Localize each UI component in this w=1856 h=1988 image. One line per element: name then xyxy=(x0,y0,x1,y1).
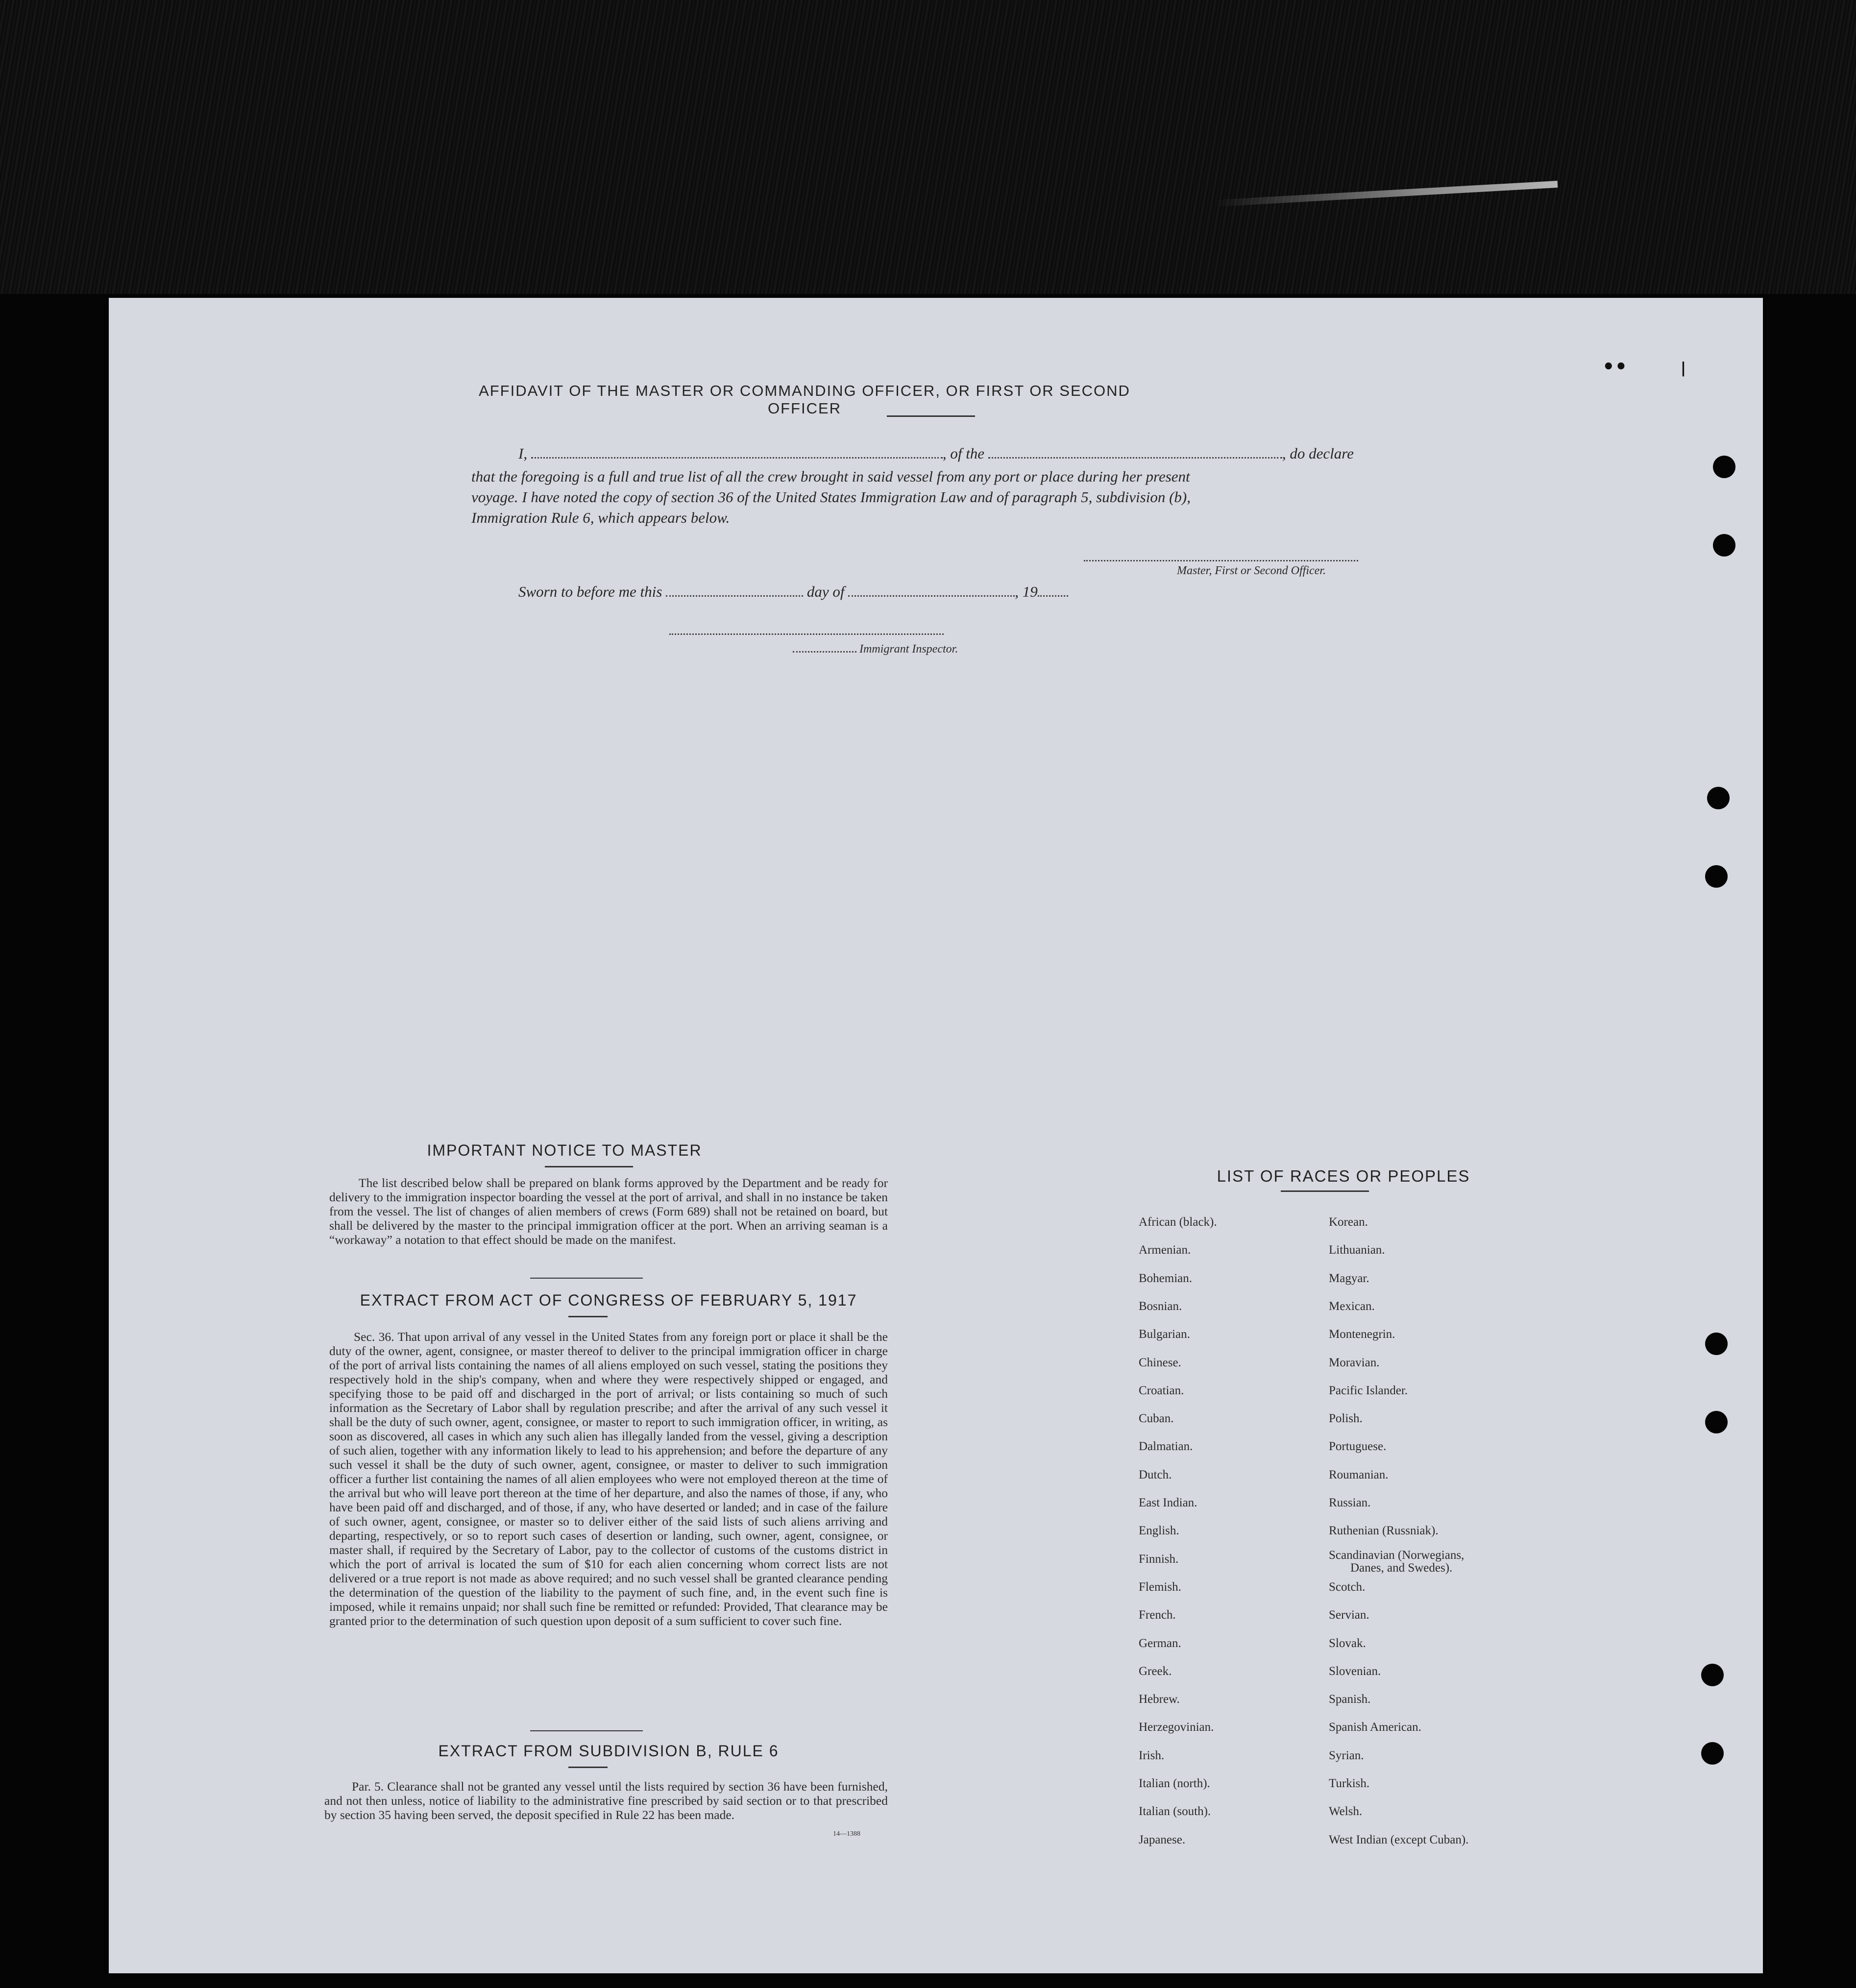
race-item: Pacific Islander. xyxy=(1329,1384,1408,1397)
affidavit-title: AFFIDAVIT OF THE MASTER OR COMMANDING OFFICER, OR FIRST OR SECOND OFFICER xyxy=(479,382,1130,417)
race-item: Herzegovinian. xyxy=(1139,1721,1214,1734)
race-item: Magyar. xyxy=(1329,1272,1369,1285)
race-item-continued: Danes, and Swedes). xyxy=(1350,1561,1453,1575)
extract-act-title: EXTRACT FROM ACT OF CONGRESS OF FEBRUARY 5, 1917 xyxy=(360,1291,857,1309)
race-item: Servian. xyxy=(1329,1608,1369,1622)
race-item: English. xyxy=(1139,1524,1179,1537)
affidavit-line-3: voyage. I have noted the copy of section 36 of the United States Immigration Law and of paragraph 5, subdivision (b), xyxy=(471,488,1191,506)
race-item: Irish. xyxy=(1139,1749,1165,1762)
affidavit-i: I, xyxy=(518,445,528,462)
inspector-signature-line[interactable] xyxy=(669,633,944,635)
divider xyxy=(568,1316,608,1317)
race-item: Croatian. xyxy=(1139,1384,1184,1397)
race-item: Korean. xyxy=(1329,1215,1368,1229)
notice-title: IMPORTANT NOTICE TO MASTER xyxy=(427,1141,702,1159)
race-item: Ruthenian (Russniak). xyxy=(1329,1524,1439,1537)
sworn-line xyxy=(518,581,1068,603)
divider xyxy=(530,1730,643,1731)
race-item: Cuban. xyxy=(1139,1412,1174,1425)
race-item: Spanish. xyxy=(1329,1693,1371,1706)
scanner-background xyxy=(0,0,1856,294)
form-code: 14—1388 xyxy=(833,1830,860,1838)
extract-rule-body: Par. 5. Clearance shall not be granted any vessel until the lists required by section 36 have been furnished, and not then unless, notice of liability to the administrative fine prescribed by said section or to that prescribed by section 35 having been served, the deposit specified in Rule 22 has been made. xyxy=(324,1779,888,1822)
race-item: Lithuanian. xyxy=(1329,1243,1385,1257)
punch-hole xyxy=(1713,456,1735,478)
affidavit-declare: , do declare xyxy=(1282,445,1354,462)
race-item: Chinese. xyxy=(1139,1356,1181,1369)
affidavit-of-the: , of the xyxy=(942,445,985,462)
affidavit-line-2: that the foregoing is a full and true list of all the crew brought in said vessel from any port or place during her present xyxy=(471,468,1190,485)
race-item: French. xyxy=(1139,1608,1176,1622)
affidavit-line-4: Immigration Rule 6, which appears below. xyxy=(471,509,730,526)
divider xyxy=(530,1278,643,1279)
sworn-year-blank[interactable] xyxy=(1038,595,1068,597)
punch-hole xyxy=(1705,1333,1728,1355)
sworn-month-blank[interactable] xyxy=(848,595,1015,597)
sworn-prefix: Sworn to before me this xyxy=(518,583,662,600)
name-blank[interactable] xyxy=(531,457,943,459)
race-item: Armenian. xyxy=(1139,1243,1191,1257)
race-item: Japanese. xyxy=(1139,1833,1186,1846)
divider xyxy=(1281,1190,1369,1192)
race-item: Flemish. xyxy=(1139,1580,1181,1594)
master-label: Master, First or Second Officer. xyxy=(1177,564,1326,577)
document-page xyxy=(109,298,1763,1973)
extract-act-body: Sec. 36. That upon arrival of any vessel in the United States from any foreign port or place it shall be the duty of the owner, agent, consignee, or master thereof to deliver to the principal immigration officer in charge of the port of arrival lists containing the names of all aliens employed on such vessel, stating the positions they respectively hold in the ship's company, when and where they were respectively shipped or engaged, and specifying those to be paid off and discharged in the port of arrival; or lists containing so much of such information as the Secretary of Labor shall by regulation prescribe; and after the arrival of any such vessel it shall be the duty of such owner, agent, consignee, or master to report to such immigration officer, in writing, as soon as discovered, all cases in which any such alien has illegally landed from the vessel, giving a description of such alien, together with any information likely to lead to his apprehension; and before the departure of any such vessel it shall be the duty of such owner, agent, consignee, or master to deliver to such immigration officer a further list containing the names of all alien employees who were not employed thereon at the time of the arrival but who will leave port thereon at the time of her departure, and also the names of those, if any, who have been paid off and discharged, and of those, if any, who have deserted or landed; and in case of the failure of such owner, agent, consignee, or master so to deliver either of the said lists of such aliens arriving and departing, respectively, or so to report such cases of desertion or landing, such owner, agent, consignee, or master shall, if required by the Secretary of Labor, pay to the collector of customs of the customs district in which the port of arrival is located the sum of $10 for each alien concerning whom correct lists are not delivered or a true report is not made as above required; and no such vessel shall be granted clearance pending the determination of the question of the liability to the payment of such fine, and, in the event such fine is imposed, while it remains unpaid; nor shall such fine be remitted or refunded: Provided, That clearance may be granted prior to the determination of such question upon deposit of a sum sufficient to cover such fine. xyxy=(329,1330,888,1628)
races-title: LIST OF RACES OR PEOPLES xyxy=(1217,1167,1470,1185)
race-item: Turkish. xyxy=(1329,1777,1370,1790)
race-item: Spanish American. xyxy=(1329,1721,1421,1734)
divider xyxy=(887,415,975,417)
punch-hole xyxy=(1705,1411,1728,1433)
race-item: Polish. xyxy=(1329,1412,1363,1425)
inspector-label: Immigrant Inspector. xyxy=(859,643,958,655)
sworn-day-blank[interactable] xyxy=(666,595,803,597)
race-item: Roumanian. xyxy=(1329,1468,1389,1481)
vessel-blank[interactable] xyxy=(988,457,1282,459)
race-item: Slovenian. xyxy=(1329,1665,1381,1678)
race-item: Hebrew. xyxy=(1139,1693,1180,1706)
page-mark: •• xyxy=(1602,356,1628,378)
punch-hole xyxy=(1707,787,1730,809)
race-item: Portuguese. xyxy=(1329,1440,1387,1453)
race-item: Finnish. xyxy=(1139,1552,1179,1566)
extract-rule-title: EXTRACT FROM SUBDIVISION B, RULE 6 xyxy=(438,1742,779,1760)
race-item: East Indian. xyxy=(1139,1496,1197,1509)
punch-hole xyxy=(1701,1742,1724,1765)
inspector-line xyxy=(793,643,958,656)
race-item: Bulgarian. xyxy=(1139,1328,1190,1341)
race-item: Dalmatian. xyxy=(1139,1440,1193,1453)
race-item: Scotch. xyxy=(1329,1580,1366,1594)
punch-hole xyxy=(1705,865,1728,888)
race-item: Italian (south). xyxy=(1139,1805,1211,1818)
race-item: Welsh. xyxy=(1329,1805,1363,1818)
race-item: Montenegrin. xyxy=(1329,1328,1395,1341)
punch-hole xyxy=(1701,1664,1724,1686)
race-item: Italian (north). xyxy=(1139,1777,1210,1790)
race-item: Slovak. xyxy=(1329,1637,1366,1650)
race-item: Russian. xyxy=(1329,1496,1371,1509)
race-item: West Indian (except Cuban). xyxy=(1329,1833,1469,1846)
race-item: African (black). xyxy=(1139,1215,1217,1229)
sworn-year: , 19 xyxy=(1015,583,1038,600)
race-item: German. xyxy=(1139,1637,1181,1650)
inspector-blank[interactable] xyxy=(793,651,856,653)
notice-body: The list described below shall be prepared on blank forms approved by the Department and be ready for delivery to the immigration inspector boarding the vessel at the port of arrival, and shall in no instance be taken from the vessel. The list of changes of alien members of crews (Form 689) shall not be retained on board, but shall be delivered by the master to the principal immigration officer at the port. When an arriving seaman is a “workaway” a notation to that effect should be made on the manifest. xyxy=(329,1176,888,1247)
race-item: Bohemian. xyxy=(1139,1272,1193,1285)
tick-mark: | xyxy=(1681,360,1686,377)
race-item: Greek. xyxy=(1139,1665,1172,1678)
master-signature-line[interactable] xyxy=(1084,559,1358,561)
race-item: Bosnian. xyxy=(1139,1300,1182,1313)
race-item: Syrian. xyxy=(1329,1749,1364,1762)
divider xyxy=(568,1767,608,1768)
race-item: Moravian. xyxy=(1329,1356,1380,1369)
sworn-day-of: day of xyxy=(806,583,845,600)
race-item: Mexican. xyxy=(1329,1300,1375,1313)
race-item: Scandinavian (Norwegians, xyxy=(1329,1549,1465,1562)
punch-hole xyxy=(1713,534,1735,557)
divider xyxy=(545,1166,633,1167)
affidavit-line-1 xyxy=(518,443,1425,464)
race-item: Dutch. xyxy=(1139,1468,1172,1481)
